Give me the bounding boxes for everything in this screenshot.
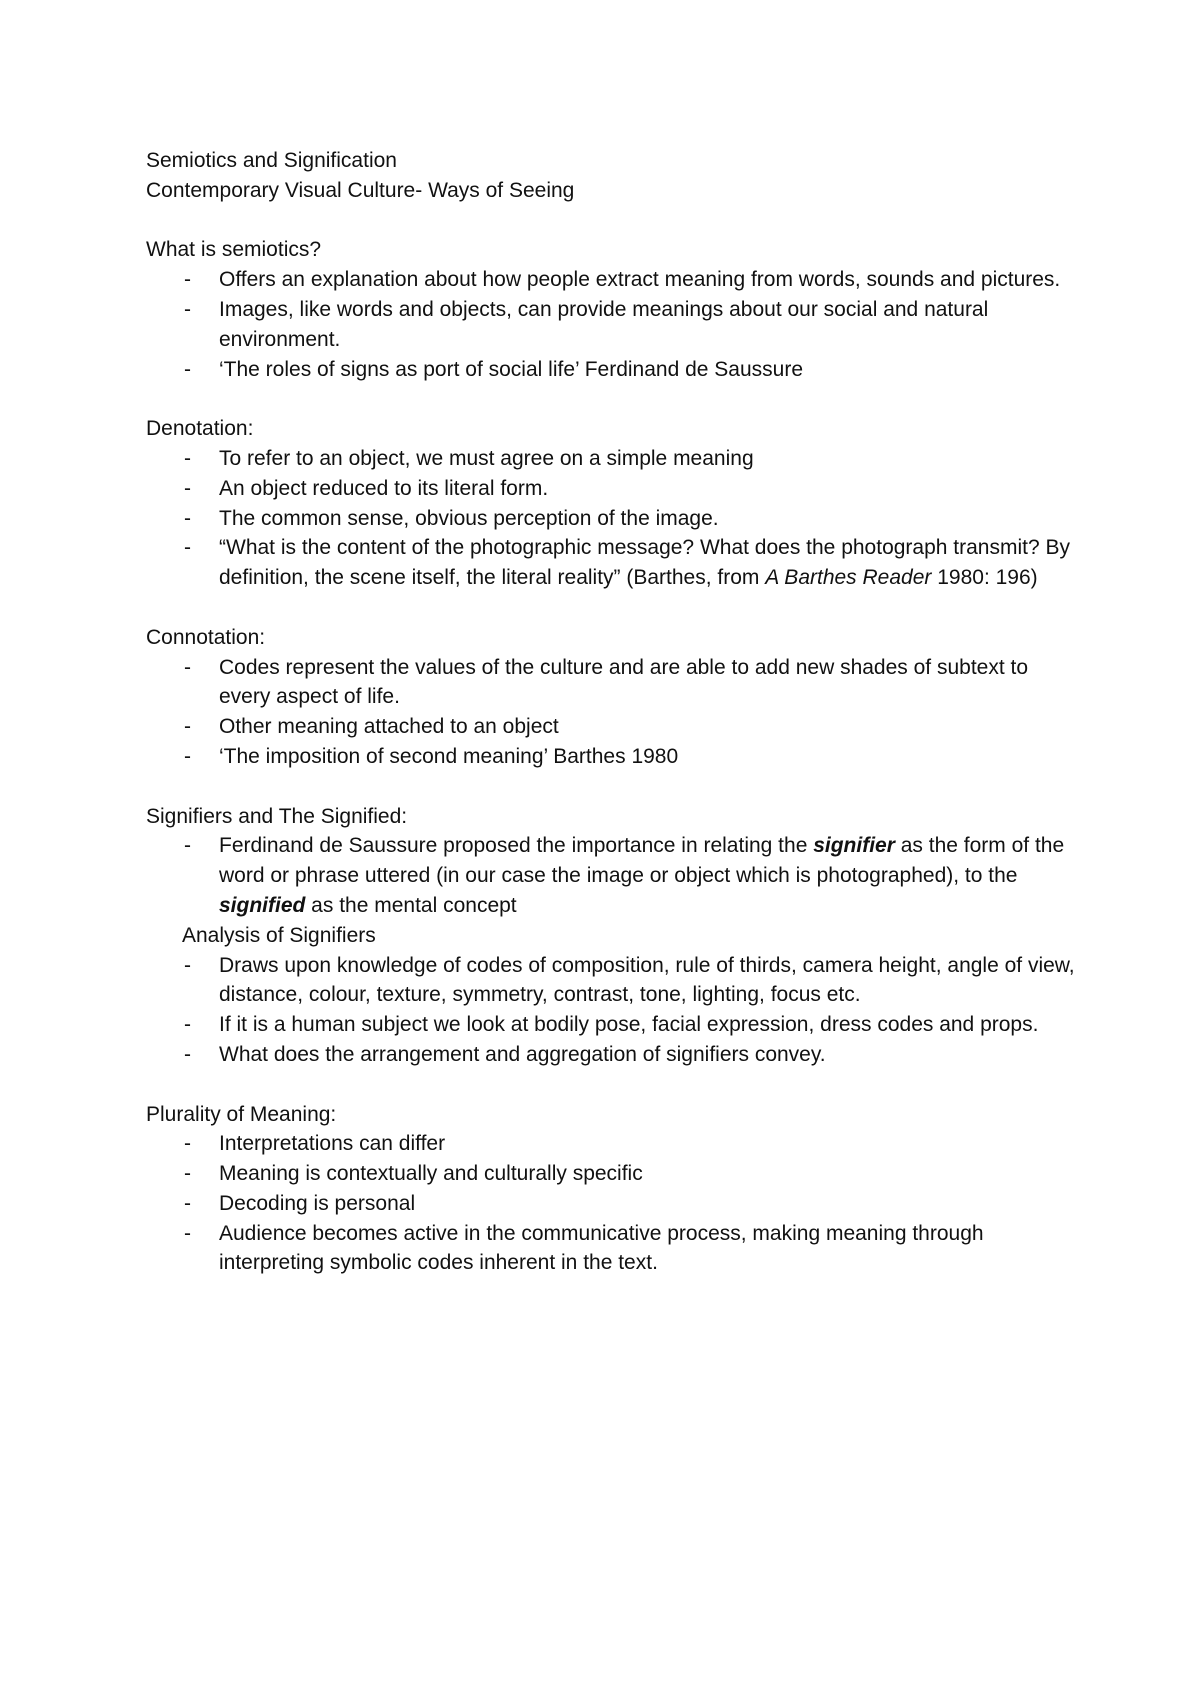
spacer: [146, 1070, 1076, 1100]
doc-subtitle: Contemporary Visual Culture- Ways of Seeing: [146, 178, 575, 202]
semiotics-list: [146, 265, 1076, 384]
book-title: A Barthes Reader: [765, 566, 932, 590]
list-item: - ‘The roles of signs as port of social life’ Ferdinand de Saussure: [146, 355, 1076, 385]
list-item-saussure: [146, 831, 1076, 920]
list-item: - Audience becomes active in the communicative process, making meaning through interpreting symbolic codes inherent in the text.: [146, 1219, 1076, 1279]
doc-title: Semiotics and Signification: [146, 149, 397, 172]
quote-text: “What is the content of the photographic message? What does the photograph transmit? By definition, the scene itself, the literal reality” (Barthes, from: [219, 536, 1070, 590]
section-heading-signifiers: Signifiers and The Signified:: [146, 804, 408, 828]
list-item: - Images, like words and objects, can provide meanings about our social and natural environment.: [146, 295, 1076, 355]
list-item: - Offers an explanation about how people extract meaning from words, sounds and pictures.: [146, 265, 1076, 295]
list-item: - What does the arrangement and aggregation of signifiers convey.: [146, 1040, 1076, 1070]
section-heading-denotation: Denotation:: [146, 417, 254, 441]
text-part: Ferdinand de Saussure proposed the importance in relating the: [219, 834, 814, 858]
spacer: [146, 384, 1076, 414]
spacer: [146, 772, 1076, 802]
list-item: - The common sense, obvious perception of the image.: [146, 504, 1076, 534]
list-item: - Interpretations can differ: [146, 1129, 1076, 1159]
signifiers-list: [146, 831, 1076, 920]
section-heading-plurality: Plurality of Meaning:: [146, 1102, 337, 1126]
section-heading-connotation: Connotation:: [146, 625, 266, 649]
spacer: [146, 206, 1076, 236]
list-item: - An object reduced to its literal form.: [146, 474, 1076, 504]
list-item: - Other meaning attached to an object: [146, 712, 1076, 742]
plurality-list: [146, 1129, 1076, 1278]
text-part: as the mental concept: [305, 893, 517, 917]
subheading-analysis-of-signifiers: Analysis of Signifiers: [182, 923, 376, 947]
list-item: - Decoding is personal: [146, 1189, 1076, 1219]
list-item: - To refer to an object, we must agree on a simple meaning: [146, 444, 1076, 474]
list-item: - ‘The imposition of second meaning’ Barthes 1980: [146, 742, 1076, 772]
list-item-barthes-quote: [146, 533, 1076, 593]
text-part: as the form of the word or phrase uttered (in our case the image or object which is photographed), to the: [219, 834, 1065, 888]
list-item: - Draws upon knowledge of codes of composition, rule of thirds, camera height, angle of view, distance, colour, texture, symmetry, contrast, tone, lighting, focus etc.: [146, 951, 1076, 1011]
term-signified: signified: [219, 893, 306, 917]
connotation-list: [146, 653, 1076, 772]
analysis-list: [146, 951, 1076, 1070]
section-heading-semiotics: What is semiotics?: [146, 238, 322, 262]
list-item: - Meaning is contextually and culturally specific: [146, 1159, 1076, 1189]
denotation-list: [146, 444, 1076, 593]
list-item: - If it is a human subject we look at bodily pose, facial expression, dress codes and props.: [146, 1010, 1076, 1040]
document-page: [146, 146, 1076, 1278]
spacer: [146, 593, 1076, 623]
list-item: - Codes represent the values of the culture and are able to add new shades of subtext to every aspect of life.: [146, 653, 1076, 713]
quote-citation: 1980: 196): [931, 566, 1038, 590]
term-signifier: signifier: [813, 834, 895, 858]
